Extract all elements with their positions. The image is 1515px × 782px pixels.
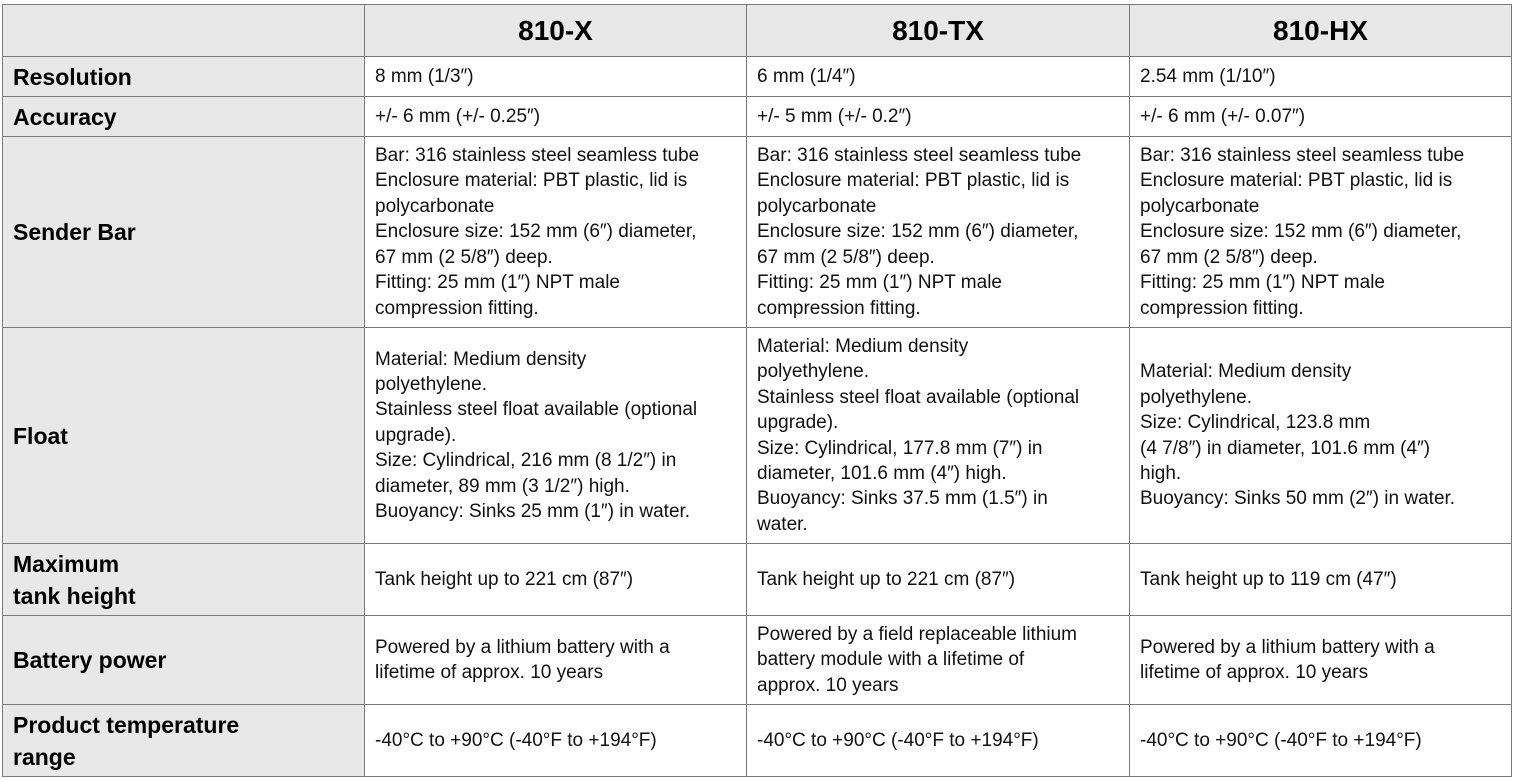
row-label-line: Battery power (13, 647, 167, 673)
cell-text-line: Buoyancy: Sinks 50 mm (2″) in water. (1140, 488, 1456, 510)
row-label-sender-bar (3, 137, 365, 328)
cell-text-line: Material: Medium density (375, 348, 587, 370)
row-battery-power (3, 616, 1512, 705)
cell-text-line: Size: Cylindrical, 123.8 mm (1140, 412, 1371, 434)
row-float (3, 328, 1512, 544)
cell-sender-bar-810-hx (1130, 137, 1512, 328)
cell-text-line: Material: Medium density (757, 335, 969, 357)
model-header-810-hx: 810-HX (1130, 5, 1512, 57)
cell-temperature-range-810-x (365, 705, 747, 777)
cell-float-810-tx (747, 328, 1130, 544)
cell-text-line: Enclosure material: PBT plastic, lid is (757, 170, 1070, 192)
cell-text-line: Size: Cylindrical, 216 mm (8 1/2″) in (375, 450, 677, 472)
model-header-810-x: 810-X (365, 5, 747, 57)
cell-text-line: -40°C to +90°C (-40°F to +194°F) (757, 729, 1039, 751)
cell-text-line: Stainless steel float available (optional (375, 399, 698, 421)
cell-text-line: Powered by a field replaceable lithium (757, 623, 1078, 645)
cell-text-line: high. (1140, 462, 1182, 484)
cell-text-line: compression fitting. (375, 297, 539, 319)
cell-text-line: approx. 10 years (757, 674, 899, 696)
cell-text-line: -40°C to +90°C (-40°F to +194°F) (375, 729, 657, 751)
row-label-battery-power (3, 616, 365, 705)
header-row (3, 5, 1512, 57)
cell-max-tank-height-810-hx (1130, 544, 1512, 616)
header-corner-cell (3, 5, 365, 57)
cell-sender-bar-810-x (365, 137, 747, 328)
cell-text-line: Powered by a lithium battery with a (375, 636, 670, 658)
cell-text-line: (4 7/8″) in diameter, 101.6 mm (4″) (1140, 437, 1431, 459)
cell-float-810-hx (1130, 328, 1512, 544)
cell-float-810-x (365, 328, 747, 544)
cell-text-line: Buoyancy: Sinks 37.5 mm (1.5″) in (757, 488, 1048, 510)
cell-text-line: Material: Medium density (1140, 361, 1352, 383)
row-label-temperature-range (3, 705, 365, 777)
cell-text-line: 67 mm (2 5/8″) deep. (757, 246, 935, 268)
cell-text-line: Tank height up to 221 cm (87″) (375, 568, 634, 590)
row-label-resolution (3, 57, 365, 97)
cell-text-line: polycarbonate (757, 195, 877, 217)
cell-text-line: 6 mm (1/4″) (757, 65, 856, 87)
cell-text-line: 67 mm (2 5/8″) deep. (1140, 246, 1318, 268)
cell-text-line: diameter, 101.6 mm (4″) high. (757, 462, 1007, 484)
cell-text-line: Stainless steel float available (optional (757, 386, 1080, 408)
cell-text-line: +/- 6 mm (+/- 0.25″) (375, 105, 541, 127)
cell-text-line: Bar: 316 stainless steel seamless tube (757, 145, 1082, 167)
cell-text-line: diameter, 89 mm (3 1/2″) high. (375, 475, 630, 497)
row-label-line: Maximum (13, 550, 120, 577)
cell-temperature-range-810-hx (1130, 705, 1512, 777)
cell-battery-power-810-x (365, 616, 747, 705)
cell-text-line: Tank height up to 119 cm (47″) (1140, 568, 1397, 590)
cell-text-line: Bar: 316 stainless steel seamless tube (1140, 145, 1465, 167)
cell-text-line: Fitting: 25 mm (1″) NPT male (757, 272, 1002, 294)
row-label-max-tank-height (3, 544, 365, 616)
cell-text-line: water. (757, 513, 808, 535)
cell-text-line: lifetime of approx. 10 years (375, 662, 604, 683)
cell-accuracy-810-hx (1130, 97, 1512, 137)
cell-text-line: Enclosure size: 152 mm (6″) diameter, (1140, 221, 1462, 243)
row-label-line: Sender Bar (13, 219, 136, 245)
cell-text-line: polyethylene. (375, 373, 487, 395)
cell-text-line: Tank height up to 221 cm (87″) (757, 568, 1016, 590)
cell-text-line: compression fitting. (757, 297, 921, 319)
cell-resolution-810-tx (747, 57, 1130, 97)
cell-max-tank-height-810-tx (747, 544, 1130, 616)
cell-accuracy-810-tx (747, 97, 1130, 137)
row-sender-bar (3, 137, 1512, 328)
cell-text-line: +/- 6 mm (+/- 0.07″) (1140, 105, 1306, 127)
cell-text-line: Fitting: 25 mm (1″) NPT male (1140, 272, 1385, 294)
cell-text-line: Buoyancy: Sinks 25 mm (1″) in water. (375, 501, 691, 523)
cell-max-tank-height-810-x (365, 544, 747, 616)
row-label-line: Accuracy (13, 103, 117, 130)
cell-text-line: Size: Cylindrical, 177.8 mm (7″) in (757, 437, 1043, 459)
row-label-line: tank height (13, 582, 136, 609)
row-accuracy (3, 97, 1512, 137)
row-label-line: range (13, 743, 76, 770)
row-label-line: Float (13, 422, 68, 449)
cell-text-line: Enclosure material: PBT plastic, lid is (375, 170, 688, 192)
cell-text-line: lifetime of approx. 10 years (1140, 662, 1369, 683)
row-label-accuracy (3, 97, 365, 137)
cell-text-line: polyethylene. (757, 361, 869, 383)
cell-battery-power-810-hx (1130, 616, 1512, 705)
row-max-tank-height (3, 544, 1512, 616)
cell-sender-bar-810-tx (747, 137, 1130, 328)
model-header-810-tx: 810-TX (747, 5, 1130, 57)
row-label-line: Resolution (13, 63, 132, 90)
spec-comparison-table (2, 4, 1512, 777)
cell-text-line: Enclosure size: 152 mm (6″) diameter, (375, 221, 697, 243)
cell-text-line: battery module with a lifetime of (757, 649, 1025, 671)
cell-text-line: 2.54 mm (1/10″) (1140, 65, 1276, 87)
cell-text-line: -40°C to +90°C (-40°F to +194°F) (1140, 729, 1422, 751)
cell-text-line: upgrade). (375, 424, 457, 446)
row-label-line: Product temperature (13, 711, 240, 738)
cell-text-line: +/- 5 mm (+/- 0.2″) (757, 105, 912, 127)
cell-text-line: Enclosure material: PBT plastic, lid is (1140, 170, 1453, 192)
cell-resolution-810-hx (1130, 57, 1512, 97)
cell-text-line: Fitting: 25 mm (1″) NPT male (375, 272, 620, 294)
cell-temperature-range-810-tx (747, 705, 1130, 777)
cell-resolution-810-x (365, 57, 747, 97)
cell-text-line: polycarbonate (375, 195, 495, 217)
cell-accuracy-810-x (365, 97, 747, 137)
cell-text-line: 67 mm (2 5/8″) deep. (375, 246, 553, 268)
cell-text-line: upgrade). (757, 412, 839, 434)
cell-text-line: compression fitting. (1140, 297, 1304, 319)
cell-text-line: Bar: 316 stainless steel seamless tube (375, 145, 700, 167)
row-label-float (3, 328, 365, 544)
row-temperature-range (3, 705, 1512, 777)
cell-text-line: Enclosure size: 152 mm (6″) diameter, (757, 221, 1079, 243)
cell-text-line: Powered by a lithium battery with a (1140, 636, 1435, 658)
row-resolution (3, 57, 1512, 97)
cell-text-line: polyethylene. (1140, 386, 1252, 408)
cell-battery-power-810-tx (747, 616, 1130, 705)
cell-text-line: polycarbonate (1140, 195, 1260, 217)
cell-text-line: 8 mm (1/3″) (375, 65, 474, 87)
